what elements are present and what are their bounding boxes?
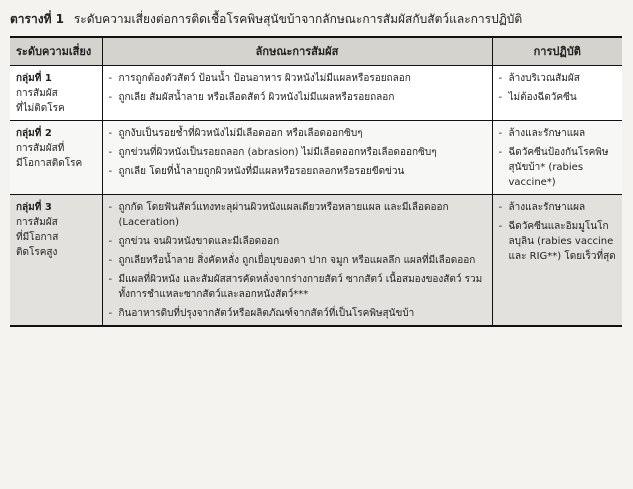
contact-list [109, 200, 486, 321]
action-item: - ไม่ต้องฉีดวัคซีน [499, 90, 617, 105]
rabies-risk-table [10, 36, 622, 327]
action-item: - ล้างและรักษาแผล [499, 200, 617, 215]
table-row [10, 195, 622, 327]
action-cell [492, 195, 622, 327]
contact-list [109, 126, 486, 179]
risk-level-cell [10, 121, 102, 195]
table-header-row [10, 37, 622, 66]
risk-group-description: การสัมผัส ที่ไม่ติดโรค [16, 88, 65, 114]
contact-list [109, 71, 486, 105]
contact-item: - ถูกกัด โดยฟันสัตว์แทงทะลุผ่านผิวหนังแผลเดียวหรือหลายแผล และมีเลือดออก (Laceration) [109, 200, 486, 230]
contact-item: - ถูกเลียหรือน้ำลาย สิ่งคัดหลั่ง ถูกเยื่อบุของตา ปาก จมูก หรือแผลลึก แผลที่มีเลือดออก [109, 253, 486, 268]
contact-cell [102, 66, 492, 121]
contact-item: - ถูกข่วน จนผิวหนังขาดและมีเลือดออก [109, 234, 486, 249]
header-risk-level: ระดับความเสี่ยง [10, 37, 102, 66]
action-item: - ฉีดวัคซีนป้องกันโรคพิษสุนัขบ้า* (rabies vaccine*) [499, 145, 617, 190]
action-item: - ล้างและรักษาแผล [499, 126, 617, 141]
risk-group-description: การสัมผัสที่ มีโอกาสติดโรค [16, 143, 83, 169]
action-cell [492, 121, 622, 195]
table-row [10, 66, 622, 121]
action-item: - ฉีดวัคซีนและอิมมูโนโกลบุลิน (rabies vaccine และ RIG**) โดยเร็วที่สุด [499, 219, 617, 264]
contact-item: - ถูกงับเป็นรอยช้ำที่ผิวหนังไม่มีเลือดออก หรือเลือดออกซิบๆ [109, 126, 486, 141]
table-row [10, 121, 622, 195]
header-action: การปฏิบัติ [492, 37, 622, 66]
action-list [499, 71, 617, 105]
contact-item: - ถูกเลีย สัมผัสน้ำลาย หรือเลือดสัตว์ ผิวหนังไม่มีแผลหรือรอยถลอก [109, 90, 486, 105]
risk-group-description: การสัมผัส ที่มีโอกาส ติดโรคสูง [16, 217, 59, 258]
table-caption [10, 10, 622, 28]
contact-item: - กินอาหารดิบที่ปรุงจากสัตว์หรือผลิตภัณฑ์จากสัตว์ที่เป็นโรคพิษสุนัขบ้า [109, 306, 486, 321]
contact-cell [102, 195, 492, 327]
contact-item: - มีแผลที่ผิวหนัง และสัมผัสสารคัดหลั่งจากร่างกายสัตว์ ซากสัตว์ เนื้อสมองของสัตว์ รวมทั้งการชำแหละซากสัตว์และลอกหนังสัตว์*** [109, 272, 486, 302]
rabies-risk-table-wrapper [10, 36, 622, 484]
contact-cell [102, 121, 492, 195]
risk-group-name: กลุ่มที่ 2 [16, 128, 52, 139]
risk-level-cell [10, 66, 102, 121]
table-number: ตารางที่ 1 [10, 12, 65, 26]
table-title: ระดับความเสี่ยงต่อการติดเชื้อโรคพิษสุนัขบ้าจากลักษณะการสัมผัสกับสัตว์และการปฏิบัติ [73, 12, 523, 26]
contact-item: - การถูกต้องตัวสัตว์ ป้อนน้ำ ป้อนอาหาร ผิวหนังไม่มีแผลหรือรอยถลอก [109, 71, 486, 86]
action-cell [492, 66, 622, 121]
header-contact-type: ลักษณะการสัมผัส [102, 37, 492, 66]
action-list [499, 200, 617, 264]
action-item: - ล้างบริเวณสัมผัส [499, 71, 617, 86]
risk-group-name: กลุ่มที่ 1 [16, 73, 52, 84]
risk-level-cell [10, 195, 102, 327]
action-list [499, 126, 617, 190]
contact-item: - ถูกข่วนที่ผิวหนังเป็นรอยถลอก (abrasion) ไม่มีเลือดออกหรือเลือดออกซิบๆ [109, 145, 486, 160]
risk-group-name: กลุ่มที่ 3 [16, 202, 52, 213]
contact-item: - ถูกเลีย โดยที่น้ำลายถูกผิวหนังที่มีแผลหรือรอยถลอกหรือรอยขีดข่วน [109, 164, 486, 179]
